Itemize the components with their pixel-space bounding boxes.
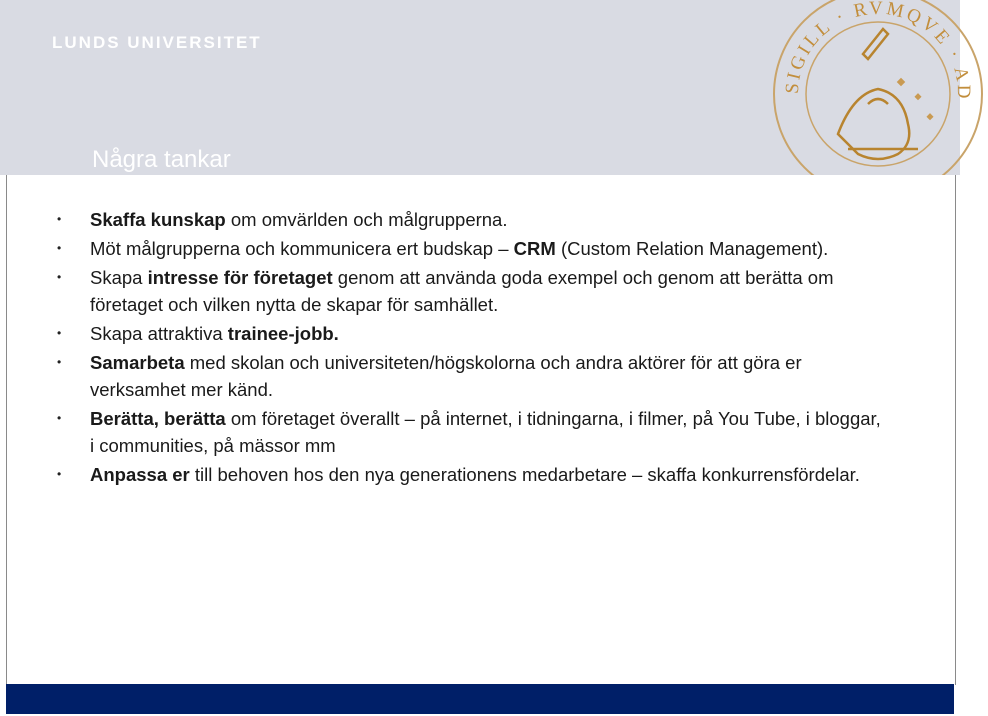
bullet-dot-icon: • xyxy=(57,355,62,369)
bullet-item xyxy=(57,264,890,318)
bullet-emphasis: Samarbeta xyxy=(90,352,185,373)
seal-lettering: SIGILL · RVMQVE · AD xyxy=(781,0,975,102)
bullet-text: genom att använda goda exempel och genom att berätta om företaget och vilken nytta de skapar för samhället. xyxy=(90,267,834,315)
bullet-dot-icon: • xyxy=(57,326,62,340)
bullet-emphasis: CRM xyxy=(513,238,556,259)
bullet-emphasis: Skaffa kunskap xyxy=(90,209,226,230)
bullet-dot-icon: • xyxy=(57,467,62,481)
bullet-emphasis: trainee-jobb. xyxy=(227,323,339,344)
bullet-dot-icon: • xyxy=(57,241,62,255)
bullet-item xyxy=(57,320,890,347)
bullet-dot-icon: • xyxy=(57,212,62,226)
bullet-text: Möt målgrupperna och kommunicera ert budskap – xyxy=(90,238,514,259)
bullet-text: om företaget överallt – på internet, i tidningarna, i filmer, på You Tube, i bloggar, i communities, på mässor mm xyxy=(90,408,881,456)
bullet-item xyxy=(57,235,890,262)
bullet-item xyxy=(57,349,890,403)
bullet-text: till behoven hos den nya generationens medarbetare – skaffa konkurrensfördelar. xyxy=(189,464,860,485)
bullet-item xyxy=(57,405,890,459)
bullet-emphasis: Anpassa er xyxy=(90,464,190,485)
bullet-dot-icon: • xyxy=(57,270,62,284)
bullet-emphasis: Berätta, berätta xyxy=(90,408,226,429)
university-seal-icon xyxy=(768,0,988,204)
bullet-text: om omvärlden och målgrupperna. xyxy=(225,209,508,230)
bullet-item xyxy=(57,461,890,488)
bullet-emphasis: intresse för företaget xyxy=(147,267,333,288)
university-name: LUNDS UNIVERSITET xyxy=(52,33,262,52)
bullet-text: (Custom Relation Management). xyxy=(555,238,829,259)
bullet-dot-icon: • xyxy=(57,411,62,425)
footer-bar xyxy=(6,684,954,714)
bullet-text: Skapa xyxy=(90,267,148,288)
slide-header xyxy=(0,0,975,175)
slide-title: Några tankar xyxy=(92,146,231,173)
bullet-list xyxy=(57,206,890,490)
bullet-text: Skapa attraktiva xyxy=(90,323,228,344)
bullet-text: med skolan och universiteten/högskolorna och andra aktörer för att göra er verksamhet mer känd. xyxy=(90,352,802,400)
bullet-item xyxy=(57,206,890,233)
